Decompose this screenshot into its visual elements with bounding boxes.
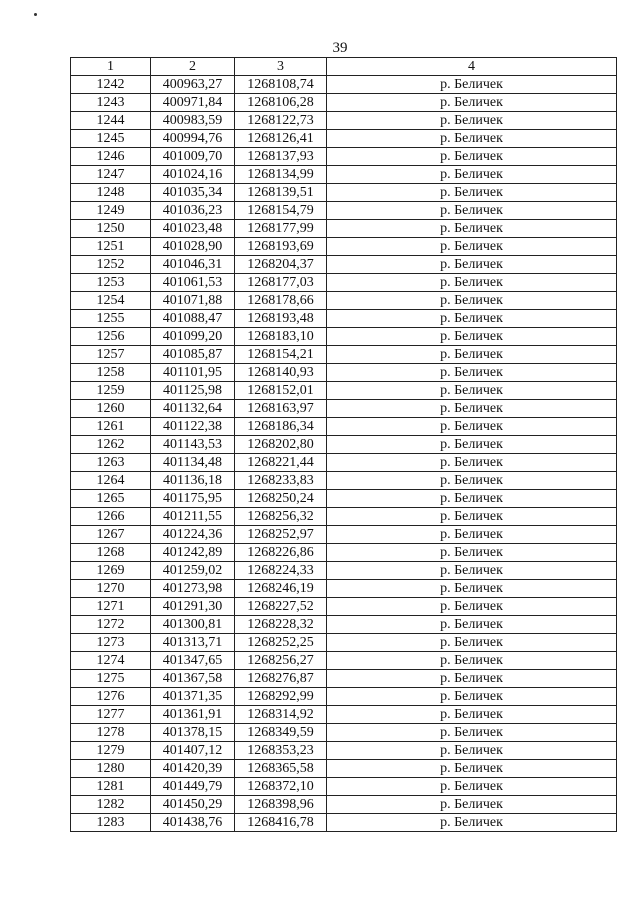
table-row [71,508,617,526]
x-coordinate-cell: 400994,76 [151,130,235,148]
point-number-cell: 1254 [71,292,151,310]
x-coordinate-cell: 401132,64 [151,400,235,418]
y-coordinate-cell: 1268250,24 [235,490,327,508]
table-row [71,112,617,130]
point-number-cell: 1268 [71,544,151,562]
table-row [71,454,617,472]
table-row [71,562,617,580]
y-coordinate-cell: 1268221,44 [235,454,327,472]
x-coordinate-cell: 401438,76 [151,814,235,832]
x-coordinate-cell: 401450,29 [151,796,235,814]
x-coordinate-cell: 401407,12 [151,742,235,760]
table-row [71,346,617,364]
y-coordinate-cell: 1268177,99 [235,220,327,238]
description-cell: р. Беличек [327,562,617,580]
y-coordinate-cell: 1268163,97 [235,400,327,418]
description-cell: р. Беличек [327,688,617,706]
description-cell: р. Беличек [327,544,617,562]
description-cell: р. Беличек [327,634,617,652]
y-coordinate-cell: 1268276,87 [235,670,327,688]
y-coordinate-cell: 1268227,52 [235,598,327,616]
description-cell: р. Беличек [327,220,617,238]
description-cell: р. Беличек [327,292,617,310]
table-row [71,490,617,508]
description-cell: р. Беличек [327,418,617,436]
description-cell: р. Беличек [327,148,617,166]
y-coordinate-cell: 1268353,23 [235,742,327,760]
table-row [71,220,617,238]
point-number-cell: 1270 [71,580,151,598]
point-number-cell: 1280 [71,760,151,778]
x-coordinate-cell: 401101,95 [151,364,235,382]
y-coordinate-cell: 1268186,34 [235,418,327,436]
point-number-cell: 1261 [71,418,151,436]
x-coordinate-cell: 401023,48 [151,220,235,238]
description-cell: р. Беличек [327,364,617,382]
column-header-4: 4 [327,58,617,76]
point-number-cell: 1283 [71,814,151,832]
point-number-cell: 1271 [71,598,151,616]
column-header-2: 2 [151,58,235,76]
x-coordinate-cell: 401367,58 [151,670,235,688]
table-row [71,184,617,202]
y-coordinate-cell: 1268177,03 [235,274,327,292]
x-coordinate-cell: 401378,15 [151,724,235,742]
description-cell: р. Беличек [327,796,617,814]
point-number-cell: 1242 [71,76,151,94]
x-coordinate-cell: 401347,65 [151,652,235,670]
point-number-cell: 1264 [71,472,151,490]
y-coordinate-cell: 1268226,86 [235,544,327,562]
description-cell: р. Беличек [327,490,617,508]
table-row [71,580,617,598]
x-coordinate-cell: 401211,55 [151,508,235,526]
table-row [71,778,617,796]
description-cell: р. Беличек [327,598,617,616]
description-cell: р. Беличек [327,454,617,472]
point-number-cell: 1259 [71,382,151,400]
description-cell: р. Беличек [327,670,617,688]
y-coordinate-cell: 1268256,32 [235,508,327,526]
x-coordinate-cell: 400963,27 [151,76,235,94]
table-row [71,814,617,832]
x-coordinate-cell: 401134,48 [151,454,235,472]
point-number-cell: 1263 [71,454,151,472]
y-coordinate-cell: 1268126,41 [235,130,327,148]
point-number-cell: 1262 [71,436,151,454]
description-cell: р. Беличек [327,256,617,274]
table-row [71,400,617,418]
y-coordinate-cell: 1268204,37 [235,256,327,274]
table-row [71,742,617,760]
point-number-cell: 1246 [71,148,151,166]
table-row [71,472,617,490]
table-row [71,418,617,436]
point-number-cell: 1250 [71,220,151,238]
y-coordinate-cell: 1268154,79 [235,202,327,220]
scan-speck [34,13,37,16]
description-cell: р. Беличек [327,616,617,634]
table-row [71,760,617,778]
y-coordinate-cell: 1268292,99 [235,688,327,706]
x-coordinate-cell: 401242,89 [151,544,235,562]
x-coordinate-cell: 401036,23 [151,202,235,220]
column-header-1: 1 [71,58,151,76]
table-row [71,616,617,634]
point-number-cell: 1243 [71,94,151,112]
point-number-cell: 1267 [71,526,151,544]
y-coordinate-cell: 1268252,25 [235,634,327,652]
y-coordinate-cell: 1268183,10 [235,328,327,346]
description-cell: р. Беличек [327,112,617,130]
x-coordinate-cell: 401300,81 [151,616,235,634]
x-coordinate-cell: 401313,71 [151,634,235,652]
y-coordinate-cell: 1268193,69 [235,238,327,256]
y-coordinate-cell: 1268152,01 [235,382,327,400]
table-row [71,94,617,112]
point-number-cell: 1260 [71,400,151,418]
y-coordinate-cell: 1268349,59 [235,724,327,742]
table-row [71,274,617,292]
x-coordinate-cell: 401035,34 [151,184,235,202]
y-coordinate-cell: 1268228,32 [235,616,327,634]
description-cell: р. Беличек [327,382,617,400]
y-coordinate-cell: 1268178,66 [235,292,327,310]
description-cell: р. Беличек [327,814,617,832]
y-coordinate-cell: 1268202,80 [235,436,327,454]
point-number-cell: 1273 [71,634,151,652]
table-row [71,310,617,328]
point-number-cell: 1279 [71,742,151,760]
description-cell: р. Беличек [327,202,617,220]
description-cell: р. Беличек [327,436,617,454]
table-header-row [71,58,617,76]
y-coordinate-cell: 1268122,73 [235,112,327,130]
description-cell: р. Беличек [327,346,617,364]
table-row [71,544,617,562]
y-coordinate-cell: 1268139,51 [235,184,327,202]
y-coordinate-cell: 1268246,19 [235,580,327,598]
description-cell: р. Беличек [327,724,617,742]
description-cell: р. Беличек [327,328,617,346]
y-coordinate-cell: 1268233,83 [235,472,327,490]
description-cell: р. Беличек [327,760,617,778]
point-number-cell: 1266 [71,508,151,526]
table-row [71,130,617,148]
y-coordinate-cell: 1268134,99 [235,166,327,184]
x-coordinate-cell: 401361,91 [151,706,235,724]
table-row [71,238,617,256]
table-row [71,796,617,814]
table-row [71,328,617,346]
point-number-cell: 1265 [71,490,151,508]
point-number-cell: 1274 [71,652,151,670]
description-cell: р. Беличек [327,580,617,598]
description-cell: р. Беличек [327,274,617,292]
description-cell: р. Беличек [327,166,617,184]
page-number: 39 [332,40,348,56]
y-coordinate-cell: 1268193,48 [235,310,327,328]
point-number-cell: 1249 [71,202,151,220]
x-coordinate-cell: 401122,38 [151,418,235,436]
table-row [71,634,617,652]
y-coordinate-cell: 1268416,78 [235,814,327,832]
y-coordinate-cell: 1268154,21 [235,346,327,364]
table-row [71,364,617,382]
point-number-cell: 1272 [71,616,151,634]
point-number-cell: 1258 [71,364,151,382]
x-coordinate-cell: 401085,87 [151,346,235,364]
x-coordinate-cell: 401009,70 [151,148,235,166]
y-coordinate-cell: 1268252,97 [235,526,327,544]
point-number-cell: 1252 [71,256,151,274]
description-cell: р. Беличек [327,400,617,418]
description-cell: р. Беличек [327,310,617,328]
x-coordinate-cell: 401175,95 [151,490,235,508]
point-number-cell: 1257 [71,346,151,364]
description-cell: р. Беличек [327,94,617,112]
y-coordinate-cell: 1268106,28 [235,94,327,112]
point-number-cell: 1269 [71,562,151,580]
table-row [71,652,617,670]
table-row [71,706,617,724]
x-coordinate-cell: 401061,53 [151,274,235,292]
description-cell: р. Беличек [327,130,617,148]
table-row [71,688,617,706]
y-coordinate-cell: 1268224,33 [235,562,327,580]
table-row [71,202,617,220]
x-coordinate-cell: 401028,90 [151,238,235,256]
y-coordinate-cell: 1268398,96 [235,796,327,814]
table-row [71,526,617,544]
table-row [71,670,617,688]
table-row [71,76,617,94]
description-cell: р. Беличек [327,526,617,544]
description-cell: р. Беличек [327,706,617,724]
x-coordinate-cell: 401273,98 [151,580,235,598]
point-number-cell: 1281 [71,778,151,796]
coordinates-table [70,57,617,832]
column-header-3: 3 [235,58,327,76]
description-cell: р. Беличек [327,742,617,760]
point-number-cell: 1247 [71,166,151,184]
point-number-cell: 1255 [71,310,151,328]
x-coordinate-cell: 401291,30 [151,598,235,616]
x-coordinate-cell: 401449,79 [151,778,235,796]
x-coordinate-cell: 401136,18 [151,472,235,490]
point-number-cell: 1275 [71,670,151,688]
y-coordinate-cell: 1268372,10 [235,778,327,796]
point-number-cell: 1277 [71,706,151,724]
x-coordinate-cell: 401420,39 [151,760,235,778]
description-cell: р. Беличек [327,472,617,490]
point-number-cell: 1251 [71,238,151,256]
table-row [71,166,617,184]
point-number-cell: 1253 [71,274,151,292]
x-coordinate-cell: 401099,20 [151,328,235,346]
description-cell: р. Беличек [327,652,617,670]
y-coordinate-cell: 1268314,92 [235,706,327,724]
x-coordinate-cell: 401071,88 [151,292,235,310]
y-coordinate-cell: 1268137,93 [235,148,327,166]
y-coordinate-cell: 1268365,58 [235,760,327,778]
description-cell: р. Беличек [327,238,617,256]
x-coordinate-cell: 401143,53 [151,436,235,454]
point-number-cell: 1278 [71,724,151,742]
description-cell: р. Беличек [327,778,617,796]
x-coordinate-cell: 400971,84 [151,94,235,112]
y-coordinate-cell: 1268140,93 [235,364,327,382]
table-row [71,598,617,616]
table-row [71,382,617,400]
x-coordinate-cell: 401088,47 [151,310,235,328]
point-number-cell: 1244 [71,112,151,130]
x-coordinate-cell: 401125,98 [151,382,235,400]
table-row [71,256,617,274]
x-coordinate-cell: 401259,02 [151,562,235,580]
description-cell: р. Беличек [327,184,617,202]
point-number-cell: 1276 [71,688,151,706]
table-row [71,436,617,454]
point-number-cell: 1256 [71,328,151,346]
x-coordinate-cell: 401024,16 [151,166,235,184]
point-number-cell: 1245 [71,130,151,148]
x-coordinate-cell: 401224,36 [151,526,235,544]
description-cell: р. Беличек [327,508,617,526]
x-coordinate-cell: 400983,59 [151,112,235,130]
table-row [71,148,617,166]
table-row [71,724,617,742]
x-coordinate-cell: 401046,31 [151,256,235,274]
x-coordinate-cell: 401371,35 [151,688,235,706]
description-cell: р. Беличек [327,76,617,94]
table-body [71,76,617,832]
point-number-cell: 1248 [71,184,151,202]
y-coordinate-cell: 1268256,27 [235,652,327,670]
table-row [71,292,617,310]
y-coordinate-cell: 1268108,74 [235,76,327,94]
point-number-cell: 1282 [71,796,151,814]
